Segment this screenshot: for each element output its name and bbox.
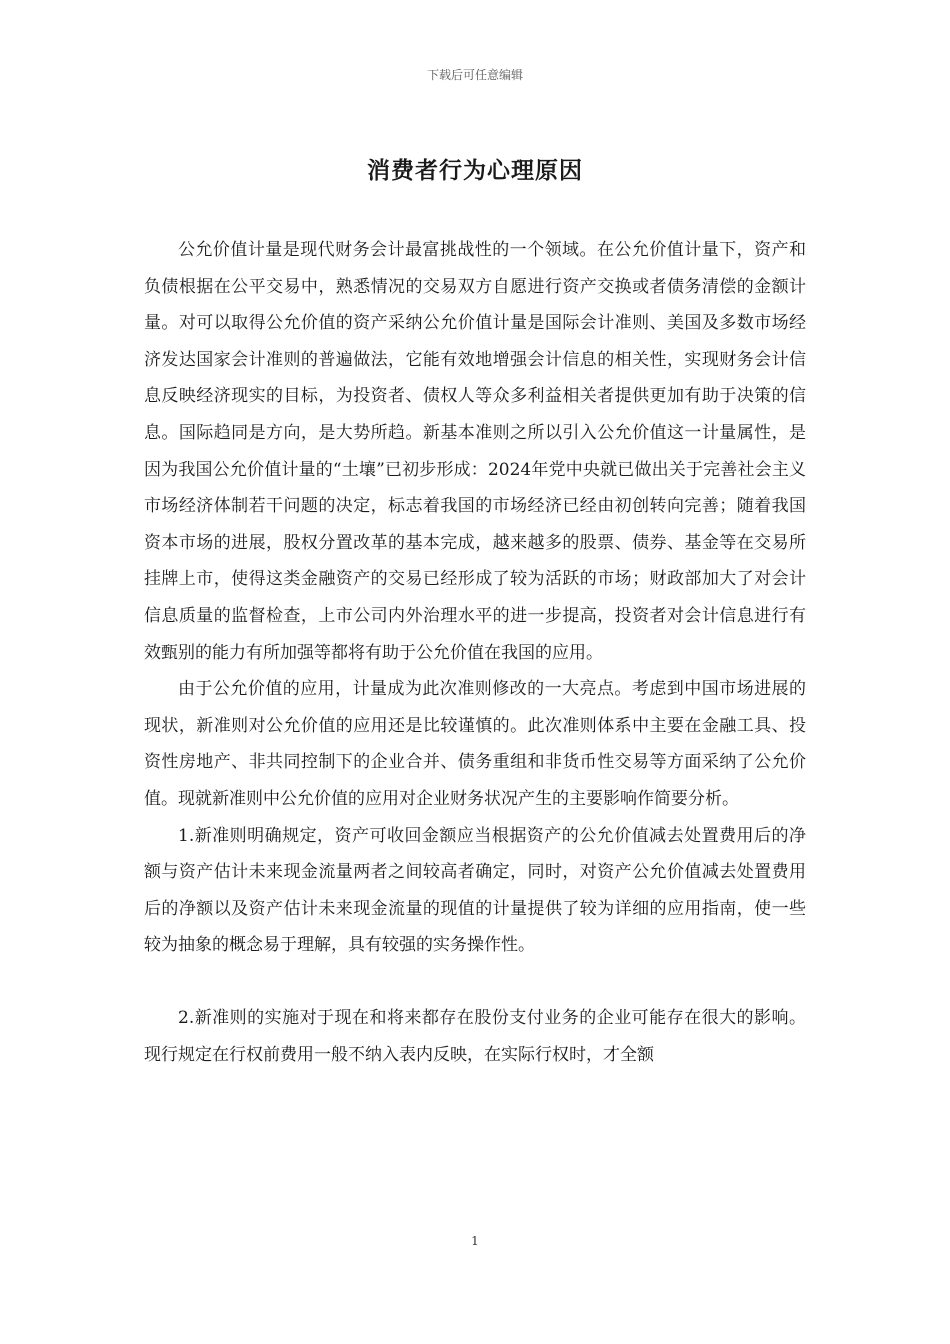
paragraph-spacer	[144, 964, 806, 1001]
paragraph-point-1: 1.新准则明确规定，资产可收回金额应当根据资产的公允价值减去处置费用后的净额与资产估计未来现金流量两者之间较高者确定，同时，对资产公允价值减去处置费用后的净额以及资产估计未来现金流量的现值的计量提供了较为详细的应用指南，使一些较为抽象的概念易于理解，具有较强的实务操作性。	[144, 825, 806, 956]
document-body	[144, 232, 806, 1074]
header-note: 下载后可任意编辑	[426, 68, 523, 82]
paragraph-point-2: 2.新准则的实施对于现在和将来都存在股份支付业务的企业可能存在很大的影响。现行规定在行权前费用一般不纳入表内反映，在实际行权时，才全额	[144, 1008, 806, 1066]
paragraph-fair-value-intro: 公允价值计量是现代财务会计最富挑战性的一个领域。在公允价值计量下，资产和负债根据在公平交易中，熟悉情况的交易双方自愿进行资产交换或者债务清偿的金额计量。对可以取得公允价值的资产采纳公允价值计量是国际会计准则、美国及多数市场经济发达国家会计准则的普遍做法，它能有效地增强会计信息的相关性，实现财务会计信息反映经济现实的目标，为投资者、债权人等众多利益相关者提供更加有助于决策的信息。国际趋同是方向，是大势所趋。新基本准则之所以引入公允价值这一计量属性，是因为我国公允价值计量的“土壤”已初步形成：2024年党中央就已做出关于完善社会主义市场经济体制若干问题的决定，标志着我国的市场经济已经由初创转向完善；随着我国资本市场的进展，股权分置改革的基本完成，越来越多的股票、债券、基金等在交易所挂牌上市，使得这类金融资产的交易已经形成了较为活跃的市场；财政部加大了对会计信息质量的监督检查，上市公司内外治理水平的进一步提高，投资者对会计信息进行有效甄别的能力有所加强等都将有助于公允价值在我国的应用。	[144, 240, 806, 663]
document-title: 消费者行为心理原因	[367, 157, 583, 184]
page-number: 1	[471, 1234, 479, 1248]
paragraph-fair-value-application: 由于公允价值的应用，计量成为此次准则修改的一大亮点。考虑到中国市场进展的现状，新准则对公允价值的应用还是比较谨慎的。此次准则体系中主要在金融工具、投资性房地产、非共同控制下的企业合并、债务重组和非货币性交易等方面采纳了公允价值。现就新准则中公允价值的应用对企业财务状况产生的主要影响作简要分析。	[144, 679, 806, 809]
